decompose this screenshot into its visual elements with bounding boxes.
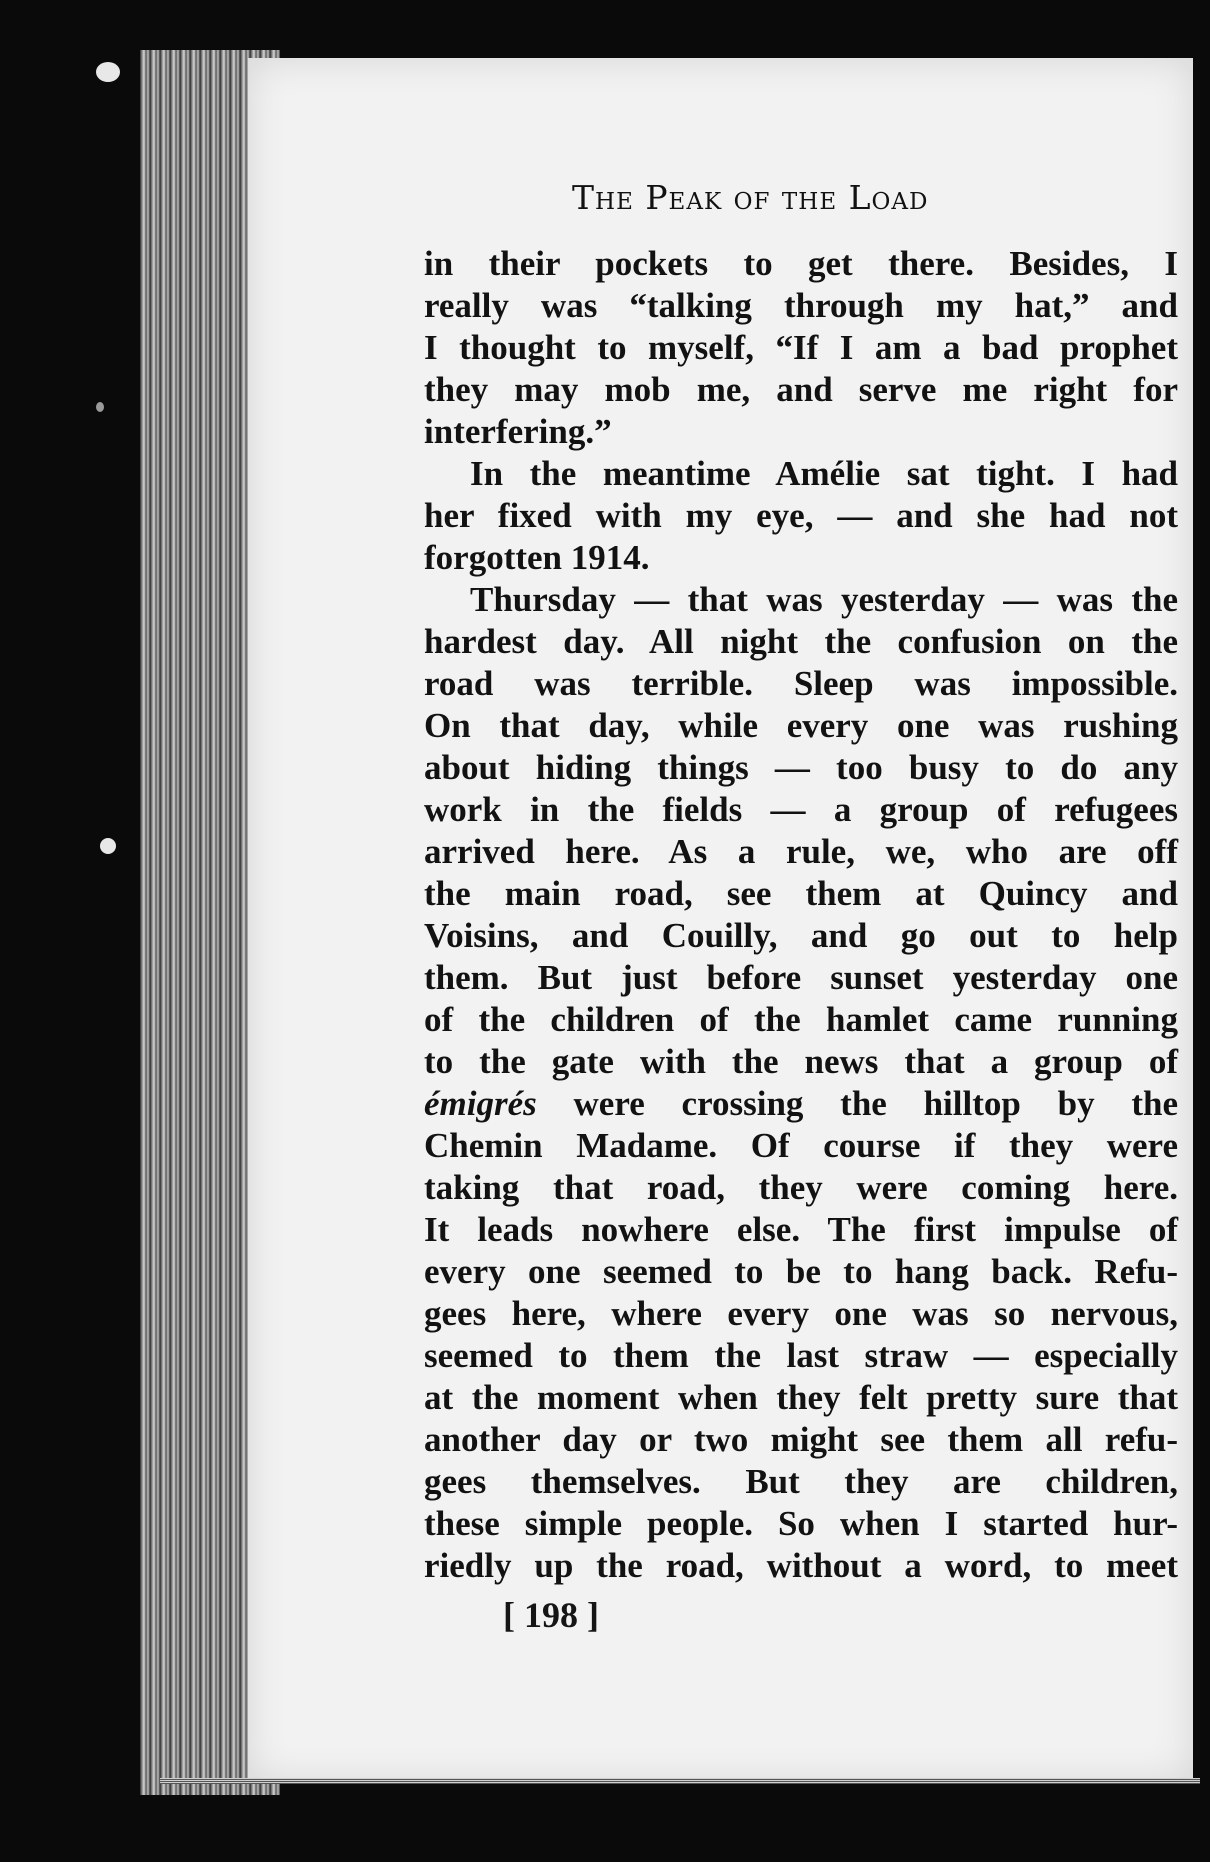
text-line: these simple people. So when I started hur-	[424, 1504, 1178, 1543]
text-line: hardest day. All night the confusion on the	[424, 622, 1178, 661]
line-text: were crossing the hilltop by the	[536, 1084, 1178, 1123]
text-line: every one seemed to be to hang back. Refu-	[424, 1252, 1178, 1291]
body-text	[424, 243, 1178, 1587]
scan-speck	[100, 838, 116, 854]
text-line: another day or two might see them all refu-	[424, 1420, 1178, 1459]
italic-word: émigrés	[424, 1084, 537, 1123]
text-line: in their pockets to get there. Besides, I	[424, 244, 1178, 283]
text-line: at the moment when they felt pretty sure that	[424, 1378, 1178, 1417]
text-line: them. But just before sunset yesterday one	[424, 958, 1178, 997]
text-line: road was terrible. Sleep was impossible.	[424, 664, 1178, 703]
text-line: interfering.”	[424, 412, 612, 451]
text-line: gees themselves. But they are children,	[424, 1462, 1178, 1501]
text-line: arrived here. As a rule, we, who are off	[424, 832, 1178, 871]
page-bottom-edge	[160, 1778, 1200, 1784]
text-line: Thursday — that was yesterday — was the	[470, 580, 1178, 619]
text-line: gees here, where every one was so nervous,	[424, 1294, 1178, 1333]
text-line: really was “talking through my hat,” and	[424, 286, 1178, 325]
scan-speck	[96, 402, 104, 412]
text-line: about hiding things — too busy to do any	[424, 748, 1178, 787]
text-line: work in the fields — a group of refugees	[424, 790, 1178, 829]
text-line: her fixed with my eye, — and she had not	[424, 496, 1178, 535]
text-line: to the gate with the news that a group of	[424, 1042, 1178, 1081]
text-line: forgotten 1914.	[424, 538, 650, 577]
text-line: of the children of the hamlet came running	[424, 1000, 1178, 1039]
running-head: The Peak of the Load	[572, 178, 929, 217]
text-line: seemed to them the last straw — especially	[424, 1336, 1178, 1375]
text-line: the main road, see them at Quincy and	[424, 874, 1178, 913]
text-line: Voisins, and Couilly, and go out to help	[424, 916, 1178, 955]
text-line: Chemin Madame. Of course if they were	[424, 1126, 1178, 1165]
page-number: [ 198 ]	[503, 1595, 599, 1635]
text-line: riedly up the road, without a word, to meet	[424, 1546, 1178, 1585]
text-line	[424, 1083, 1178, 1125]
text-line: I thought to myself, “If I am a bad prophet	[424, 328, 1178, 367]
text-line: taking that road, they were coming here.	[424, 1168, 1178, 1207]
text-line: In the meantime Amélie sat tight. I had	[470, 454, 1178, 493]
text-line: they may mob me, and serve me right for	[424, 370, 1178, 409]
scan-speck	[96, 62, 120, 82]
text-line: On that day, while every one was rushing	[424, 706, 1178, 745]
text-line: It leads nowhere else. The first impulse of	[424, 1210, 1178, 1249]
